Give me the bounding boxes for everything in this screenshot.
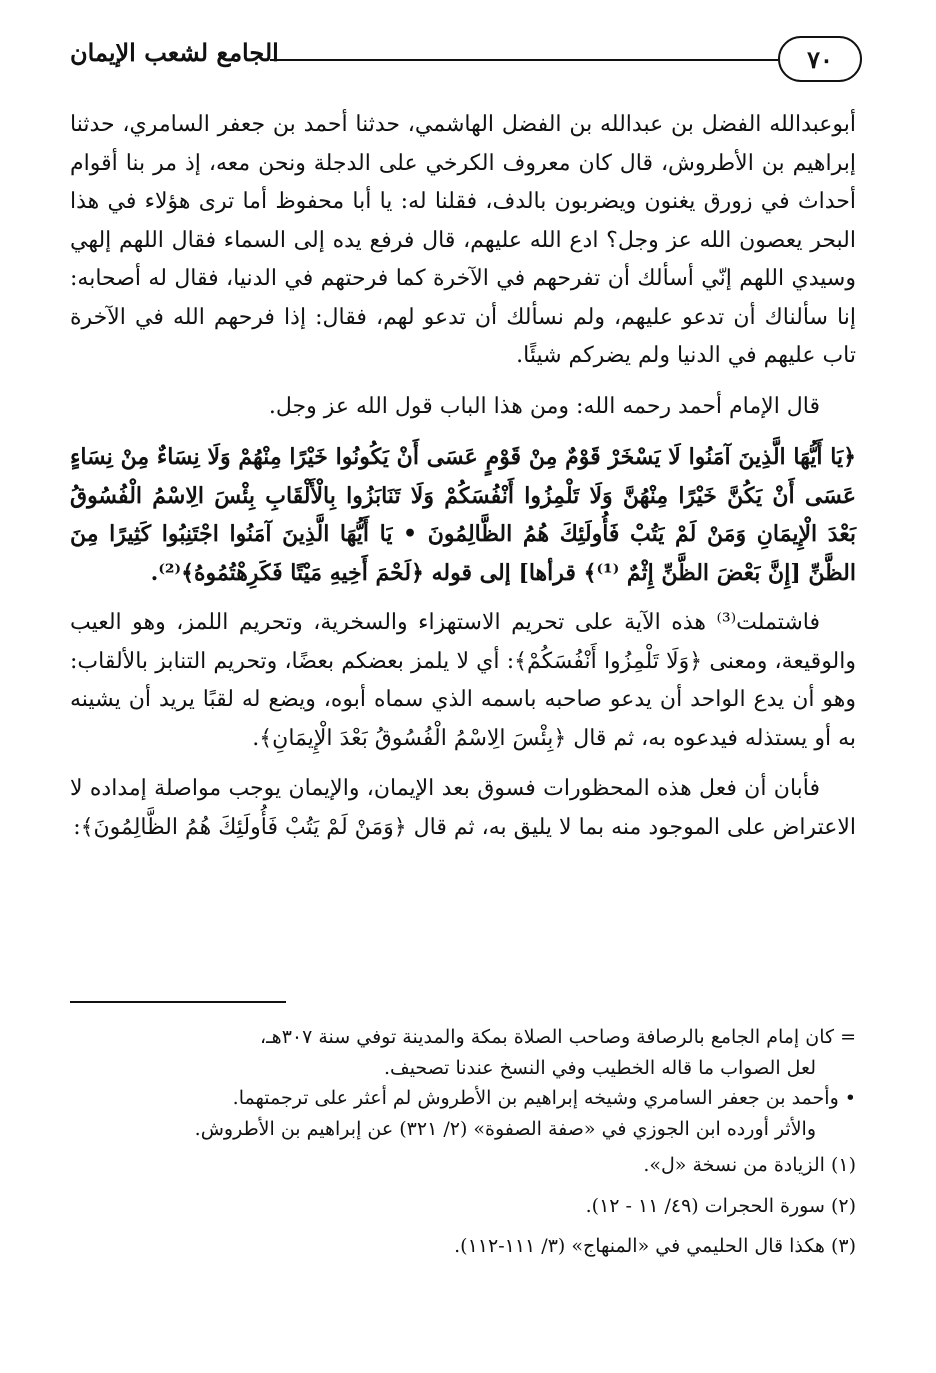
footnote-2: (٢) سورة الحجرات (٤٩/ ١١ - ١٢). [585, 1194, 856, 1217]
header-rule [270, 59, 778, 61]
running-title: الجامع لشعب الإيمان [70, 38, 279, 67]
footnote-3: (٣) هكذا قال الحليمي في «المنهاج» (٣/ ١١١-١١٢). [454, 1235, 856, 1257]
footnote-continuation-line: لعل الصواب ما قاله الخطيب وفي النسخ عندنا تصحيف. [383, 1056, 816, 1079]
footnote-continuation-line: • وأحمد بن جعفر السامري وشيخه إبراهيم بن الأطروش لم أعثر على ترجمتهما. [232, 1087, 856, 1109]
footnote-1: (١) الزيادة من نسخة «ل». [643, 1154, 856, 1176]
paragraph-imam-statement: قال الإمام أحمد رحمه الله: ومن هذا الباب قول الله عز وجل. [268, 393, 820, 419]
paragraph-commentary: فاشتملت⁽³⁾ هذه الآية على تحريم الاستهزاء والسخرية، وتحريم اللمز، وهو العيب والوقيعة، ومعنى ﴿وَلَا تَلْمِزُوا أَنْفُسَكُمْ﴾: أي لا يلمز بعضكم بعضًا، وتحريم التنابز بالألقاب: وهو أن يدع الواحد أن يدعو صاحبه باسمه الذي سماه أبوه، ويضع له لقبًا يريد أن يشينه به أو يستذله فيدعوه به، ثم قال ﴿بِئْسَ الِاسْمُ الْفُسُوقُ بَعْدَ الْإِيمَانِ﴾. [70, 610, 856, 751]
paragraph-narration: أبوعبدالله الفضل بن عبدالله بن الفضل الهاشمي، حدثنا أحمد بن جعفر السامري، حدثنا إبراهيم بن الأطروش، قال كان معروف الكرخي على الدجلة ونحن معه، إذ مر بنا أقوام أحداث في زورق يغنون ويضربون بالدف، فقلنا له: يا أبا محفوظ أما ترى هؤلاء في هذا البحر يعصون الله عز وجل؟ ادع الله عليهم، قال فرفع يده إلى السماء فقال اللهم إلهي وسيدي اللهم إنّي أسألك أن تفرحهم في الآخرة كما فرحتهم في الدنيا، فقال له أصحابه: إنا سألناك أن تدعو عليهم، ولم نسألك أن تدعو لهم، فقال: إذا فرحهم الله في الآخرة تاب عليهم في الدنيا ولم يضركم شيئًا. [70, 112, 856, 368]
page-number: ٧٠ [778, 36, 862, 82]
footnote-continuation-line: والأثر أورده ابن الجوزي في «صفة الصفوة» (٢/ ٣٢١) عن إبراهيم بن الأطروش. [194, 1117, 816, 1140]
footnote-continuation-line: = كان إمام الجامع بالرصافة وصاحب الصلاة بمكة والمدينة توفي سنة ٣٠٧هـ، [259, 1026, 856, 1048]
footnotes [70, 1022, 856, 1272]
paragraph-conclusion: فأبان أن فعل هذه المحظورات فسوق بعد الإيمان، والإيمان يوجب مواصلة إمداده لا الاعتراض على الموجود منه بما لا يليق به، ثم قال ﴿وَمَنْ لَمْ يَتُبْ فَأُولَئِكَ هُمُ الظَّالِمُونَ﴾: [70, 776, 856, 840]
page-header [70, 30, 856, 90]
footnote-separator [70, 1001, 286, 1003]
main-text [70, 106, 856, 859]
paragraph-quran-verse: ﴿يَا أَيُّهَا الَّذِينَ آمَنُوا لَا يَسْخَرْ قَوْمٌ مِنْ قَوْمٍ عَسَى أَنْ يَكُونُوا خَيْرًا مِنْهُمْ وَلَا نِسَاءٌ مِنْ نِسَاءٍ عَسَى أَنْ يَكُنَّ خَيْرًا مِنْهُنَّ وَلَا تَلْمِزُوا أَنْفُسَكُمْ وَلَا تَنَابَزُوا بِالْأَلْقَابِ بِئْسَ الِاسْمُ الْفُسُوقُ بَعْدَ الْإِيمَانِ وَمَنْ لَمْ يَتُبْ فَأُولَئِكَ هُمُ الظَّالِمُونَ • يَا أَيُّهَا الَّذِينَ آمَنُوا اجْتَنِبُوا كَثِيرًا مِنَ الظَّنِّ [إِنَّ بَعْضَ الظَّنِّ إِثْمٌ ⁽¹⁾﴾ قرأها] إلى قوله ﴿لَحْمَ أَخِيهِ مَيْتًا فَكَرِهْتُمُوهُ﴾⁽²⁾. [70, 444, 856, 586]
